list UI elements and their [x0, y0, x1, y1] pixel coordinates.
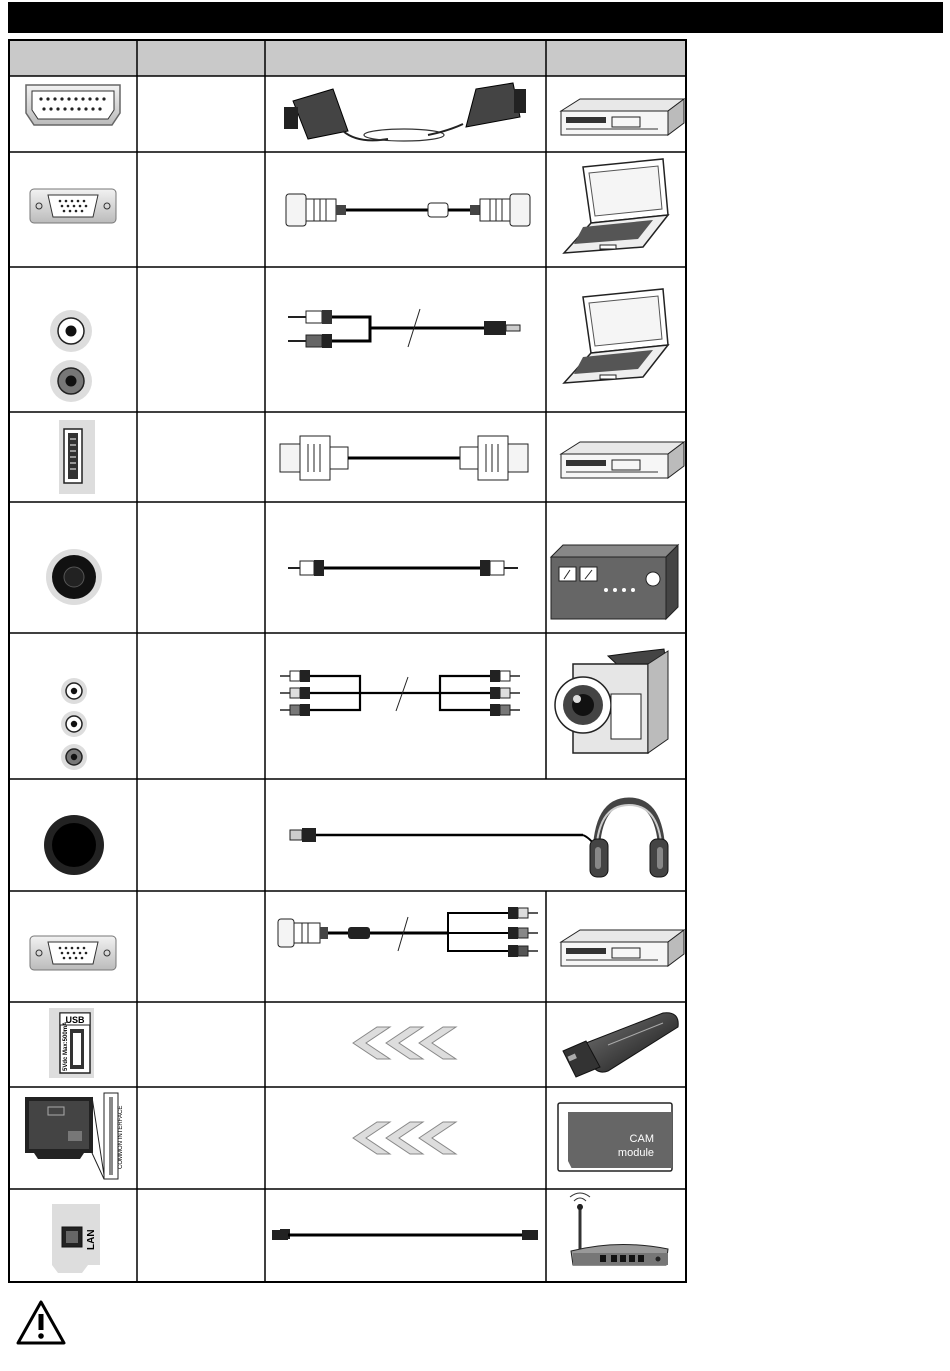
av-red-socket-icon: [61, 744, 87, 770]
usb-socket-icon: [49, 1008, 94, 1078]
lan-label: LAN: [86, 1229, 97, 1250]
cam-module-icon: [558, 1103, 672, 1171]
headphone-cable-icon: [290, 828, 598, 851]
scart-socket-icon: [26, 85, 120, 125]
insert-arrows-icon: [353, 1122, 456, 1154]
usb-label: USB: [65, 1015, 85, 1025]
insert-arrows-icon: [353, 1027, 456, 1059]
cam-label: CAM: [629, 1133, 654, 1145]
headphone-jack-icon: [44, 815, 104, 875]
rca-to-jack-cable-icon: [288, 309, 520, 348]
ypbpr-vga-socket-icon: [30, 936, 116, 970]
laptop-icon: [564, 289, 668, 383]
ethernet-cable-icon: [270, 1229, 538, 1240]
coaxial-cable-icon: [288, 560, 518, 576]
section-header-bar: [8, 2, 943, 33]
scart-cable-icon: [284, 83, 526, 141]
vga-socket-icon: [30, 189, 116, 223]
av-cable-icon: [280, 670, 520, 716]
common-interface-label: COMMON INTERFACE: [118, 1105, 124, 1169]
ypbpr-cable-icon: [278, 907, 538, 957]
ci-slot-icon: [25, 1093, 124, 1179]
av-white-socket-icon: [61, 711, 87, 737]
warning-triangle-icon: [15, 1298, 67, 1346]
hdmi-socket-icon: [59, 420, 95, 494]
lan-socket-icon: [52, 1204, 100, 1273]
connection-table: [8, 39, 687, 1283]
pc-audio-red-socket-icon: [50, 360, 92, 402]
pc-audio-white-socket-icon: [50, 310, 92, 352]
camcorder-icon: [555, 649, 668, 753]
router-icon: [570, 1193, 668, 1265]
spdif-coax-socket-icon: [46, 549, 102, 605]
laptop-icon: [564, 159, 668, 253]
usb-rating-label: 5Vdc Max:500mA: [63, 1021, 69, 1071]
dvd-player-icon: [561, 930, 684, 966]
dvd-recorder-icon: [561, 99, 684, 135]
dvd-player-icon: [561, 442, 684, 478]
audio-amplifier-icon: [551, 545, 678, 619]
headphones-icon: [590, 801, 668, 877]
usb-stick-icon: [563, 1013, 678, 1077]
vga-cable-icon: [286, 194, 530, 226]
av-yellow-socket-icon: [61, 678, 87, 704]
table-header-row: [8, 39, 687, 76]
hdmi-cable-icon: [280, 436, 528, 480]
module-label: module: [617, 1147, 654, 1159]
